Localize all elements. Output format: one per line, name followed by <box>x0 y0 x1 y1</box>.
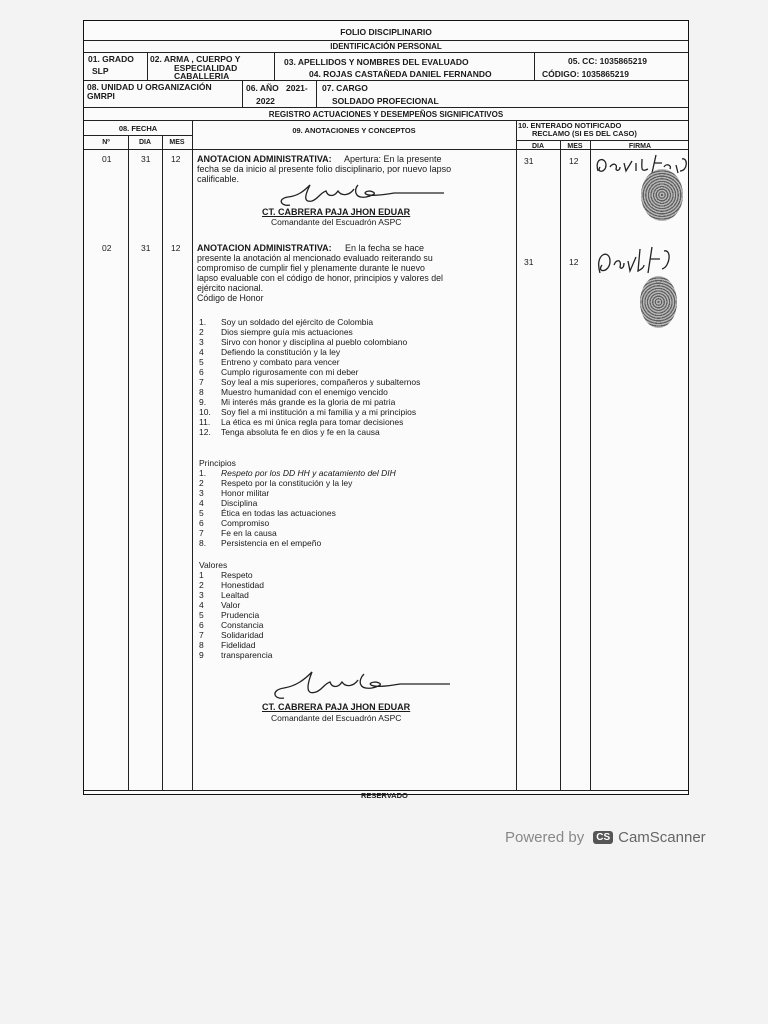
list-item: 6 Compromiso <box>199 518 270 528</box>
grado-label: 01. GRADO <box>88 54 134 64</box>
list-item: 5 Entreno y combato para vencer <box>199 357 340 367</box>
ano-value-1: 2021- <box>286 83 308 93</box>
list-item: 7 Soy leal a mis superiores, compañeros y subalternos <box>199 377 421 387</box>
entry-mes: 12 <box>171 243 181 253</box>
enterado-header-2: RECLAMO (SI ES DEL CASO) <box>532 129 637 138</box>
list-item: 6 Constancia <box>199 620 264 630</box>
list-item: 4 Disciplina <box>199 498 258 508</box>
list-item: 4 Defiendo la constitución y la ley <box>199 347 341 357</box>
section-personal-title: IDENTIFICACIÓN PERSONAL <box>330 42 442 51</box>
col-dia: DIA <box>138 139 152 146</box>
list-item: 10. Soy fiel a mi institución a mi familia y a mi principios <box>199 407 417 417</box>
evaluated-signature <box>592 151 692 177</box>
entry-title: ANOTACION ADMINISTRATIVA: <box>197 243 332 253</box>
anotaciones-header: 09. ANOTACIONES Y CONCEPTOS <box>292 126 416 135</box>
list-item: 5 Prudencia <box>199 610 260 620</box>
list-item: 7 Solidaridad <box>199 630 264 640</box>
disciplinary-record-form <box>83 20 689 800</box>
entry-dia-2: 31 <box>524 257 534 267</box>
entry-dia-2: 31 <box>524 156 534 166</box>
list-item: 4 Valor <box>199 600 241 610</box>
list-item: 8. Persistencia en el empeño <box>199 538 322 548</box>
camscanner-watermark <box>505 829 706 846</box>
fingerprint <box>641 169 683 221</box>
entry-dia: 31 <box>141 243 151 253</box>
list-item: 2 Honestidad <box>199 580 265 590</box>
list-item: 1 Respeto <box>199 570 253 580</box>
arma-label-2: ESPECIALIDAD <box>174 63 238 73</box>
footer-reservado: RESERVADO <box>361 791 408 800</box>
ano-label: 06. AÑO <box>246 83 279 93</box>
list-item: 1. Soy un soldado del ejército de Colombia <box>199 317 374 327</box>
entry-line: compromiso de cumplir fiel y plenamente durante le nuevo <box>197 263 425 273</box>
list-item: 8 Fidelidad <box>199 640 256 650</box>
list-item: 3 Honor militar <box>199 488 270 498</box>
list-item: 11. La ética es mi única regla para tomar decisiones <box>199 417 404 427</box>
list-item: 6 Cumplo rigurosamente con mi deber <box>199 367 359 377</box>
apellidos-label: 03. APELLIDOS Y NOMBRES DEL EVALUADO <box>284 57 469 67</box>
list-item: 3 Lealtad <box>199 590 249 600</box>
entry-title: ANOTACION ADMINISTRATIVA: <box>197 154 332 164</box>
entry-line: lapso evaluable con el código de honor, principios y valores del <box>197 273 443 283</box>
signer-role: Comandante del Escuadrón ASPC <box>271 217 402 227</box>
list-item: 8 Muestro humanidad con el enemigo vencido <box>199 387 388 397</box>
principios-list <box>199 468 396 548</box>
camscanner-name: CamScanner <box>618 829 706 846</box>
codigo-number: CÓDIGO: 1035865219 <box>542 69 629 79</box>
col-no: Nº <box>102 139 110 146</box>
entry-line: ejército nacional. <box>197 283 264 293</box>
entry-dia: 31 <box>141 154 151 164</box>
fingerprint <box>640 276 677 328</box>
unidad-label: 08. UNIDAD U ORGANIZACIÓN <box>87 82 212 92</box>
entry-mes: 12 <box>171 154 181 164</box>
col-mes: MES <box>169 139 185 146</box>
section-registro-title: REGISTRO ACTUACIONES Y DESEMPEÑOS SIGNIFICATIVOS <box>268 110 504 119</box>
enterado-header: 10. ENTERADO NOTIFICADO <box>518 121 622 130</box>
unidad-value: GMRPI <box>87 91 115 101</box>
arma-label: 02. ARMA , CUERPO Y <box>150 54 241 64</box>
commander-signature <box>254 666 454 702</box>
entry-line: Apertura: En la presente <box>344 154 442 164</box>
list-item: 3 Sirvo con honor y disciplina al pueblo colombiano <box>199 337 408 347</box>
fecha-header: 08. FECHA <box>118 124 158 133</box>
codigo-honor-list <box>199 317 420 437</box>
list-item: 5 Ética en todas las actuaciones <box>199 508 336 518</box>
signer-name: CT. CABRERA PAJA JHON EDUAR <box>262 207 411 217</box>
entry-line: presente la anotación al mencionado evaluado reiterando su <box>197 253 433 263</box>
entry-no: 02 <box>102 243 112 253</box>
ano-value-2: 2022 <box>256 96 275 106</box>
form-title: FOLIO DISCIPLINARIO <box>340 27 432 37</box>
powered-by-text: Powered by <box>505 829 585 846</box>
list-item: 12. Tenga absoluta fe en dios y fe en la causa <box>199 427 380 437</box>
valores-label: Valores <box>199 560 228 570</box>
entry-line: Código de Honor <box>197 293 264 303</box>
signer-name: CT. CABRERA PAJA JHON EDUAR <box>262 702 411 712</box>
entry-line: fecha se da inicio al presente folio disciplinario, por nuevo lapso <box>197 164 452 174</box>
apellidos-value: 04. ROJAS CASTAÑEDA DANIEL FERNANDO <box>309 69 492 79</box>
list-item: 9 transparencia <box>199 650 273 660</box>
cargo-label: 07. CARGO <box>322 83 368 93</box>
arma-value: CABALLERIA <box>174 71 230 81</box>
grado-value: SLP <box>92 66 109 76</box>
cargo-value: SOLDADO PROFECIONAL <box>332 96 439 106</box>
principios-label: Principios <box>199 458 236 468</box>
entry-text <box>197 253 443 303</box>
cc-number: 05. CC: 1035865219 <box>568 56 647 66</box>
list-item: 2 Dios siempre guía mis actuaciones <box>199 327 353 337</box>
entry-line: En la fecha se hace <box>345 243 425 253</box>
evaluated-signature <box>592 243 682 277</box>
valores-list <box>199 570 273 660</box>
col-firma: FIRMA <box>628 143 652 150</box>
entry-no: 01 <box>102 154 112 164</box>
list-item: 7 Fe en la causa <box>199 528 277 538</box>
col-dia-2: DIA <box>531 143 545 150</box>
list-item: 1. Respeto por los DD HH y acatamiento del DIH <box>199 468 396 478</box>
entry-mes-2: 12 <box>569 156 579 166</box>
camscanner-logo-icon: CS <box>593 831 613 844</box>
entry-line: calificable. <box>197 174 240 184</box>
list-item: 2 Respeto por la constitución y la ley <box>199 478 353 488</box>
entry-mes-2: 12 <box>569 257 579 267</box>
col-mes-2: MES <box>567 143 583 150</box>
list-item: 9. Mi interés más grande es la gloria de mi patria <box>199 397 396 407</box>
commander-signature <box>254 179 454 209</box>
signer-role: Comandante del Escuadrón ASPC <box>271 713 402 723</box>
